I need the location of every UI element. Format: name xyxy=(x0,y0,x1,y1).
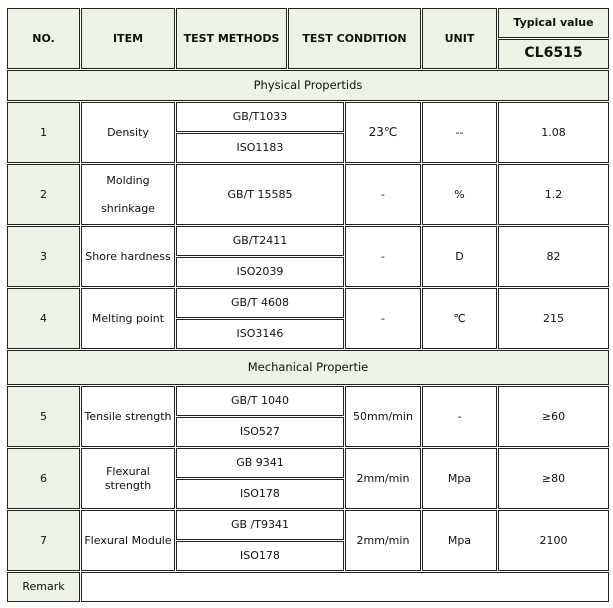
remark-label: Remark xyxy=(7,572,80,602)
row-5-value: ≥60 xyxy=(498,386,609,447)
section-physical: Physical Propertids xyxy=(7,70,609,101)
header-unit: UNIT xyxy=(422,8,497,69)
row-6-condition: 2mm/min xyxy=(345,448,421,509)
row-1-no: 1 xyxy=(7,102,80,163)
row-3-method-1: GB/T2411 xyxy=(176,226,344,256)
row-7-unit: Mpa xyxy=(422,510,497,571)
header-item: ITEM xyxy=(81,8,175,69)
row-2-item xyxy=(81,164,175,225)
row-5-method-2: ISO527 xyxy=(176,417,344,447)
row-1-item: Density xyxy=(81,102,175,163)
row-5-method-1: GB/T 1040 xyxy=(176,386,344,416)
row-2-condition: - xyxy=(345,164,421,225)
row-4-method-1: GB/T 4608 xyxy=(176,288,344,318)
row-1-method-2: ISO1183 xyxy=(176,133,344,163)
row-1-method-1: GB/T1033 xyxy=(176,102,344,132)
row-4-no: 4 xyxy=(7,288,80,349)
row-3-condition: - xyxy=(345,226,421,287)
row-1-value: 1.08 xyxy=(498,102,609,163)
row-6-unit: Mpa xyxy=(422,448,497,509)
row-2-unit: % xyxy=(422,164,497,225)
row-1-unit: -- xyxy=(422,102,497,163)
row-4-method-2: ISO3146 xyxy=(176,319,344,349)
row-7-method-2: ISO178 xyxy=(176,541,344,571)
row-6-no: 6 xyxy=(7,448,80,509)
section-mechanical: Mechanical Propertie xyxy=(7,350,609,385)
row-6-value: ≥80 xyxy=(498,448,609,509)
row-1-condition: 23℃ xyxy=(345,102,421,163)
row-5-item: Tensile strength xyxy=(81,386,175,447)
row-5-condition: 50mm/min xyxy=(345,386,421,447)
row-4-item: Melting point xyxy=(81,288,175,349)
row-3-no: 3 xyxy=(7,226,80,287)
row-7-condition: 2mm/min xyxy=(345,510,421,571)
row-3-unit: D xyxy=(422,226,497,287)
row-5-no: 5 xyxy=(7,386,80,447)
header-grade: CL6515 xyxy=(498,39,609,69)
header-test-methods: TEST METHODS xyxy=(176,8,287,69)
row-2-no: 2 xyxy=(7,164,80,225)
remark-value xyxy=(81,572,609,602)
row-7-no: 7 xyxy=(7,510,80,571)
header-no: NO. xyxy=(7,8,80,69)
row-2-item-line-2: shrinkage xyxy=(101,201,155,215)
row-4-unit: ℃ xyxy=(422,288,497,349)
row-7-value: 2100 xyxy=(498,510,609,571)
row-2-method-1: GB/T 15585 xyxy=(176,164,344,225)
row-2-value: 1.2 xyxy=(498,164,609,225)
row-4-value: 215 xyxy=(498,288,609,349)
row-3-item: Shore hardness xyxy=(81,226,175,287)
row-4-condition: - xyxy=(345,288,421,349)
row-3-value: 82 xyxy=(498,226,609,287)
row-6-item: Flexural strength xyxy=(81,448,175,509)
row-3-method-2: ISO2039 xyxy=(176,257,344,287)
header-typical-value: Typical value xyxy=(498,8,609,38)
row-2-item-line-1: Molding xyxy=(106,173,150,187)
row-6-method-2: ISO178 xyxy=(176,479,344,509)
row-7-method-1: GB /T9341 xyxy=(176,510,344,540)
row-5-unit: - xyxy=(422,386,497,447)
row-7-item: Flexural Module xyxy=(81,510,175,571)
row-6-method-1: GB 9341 xyxy=(176,448,344,478)
header-test-condition: TEST CONDITION xyxy=(288,8,421,69)
